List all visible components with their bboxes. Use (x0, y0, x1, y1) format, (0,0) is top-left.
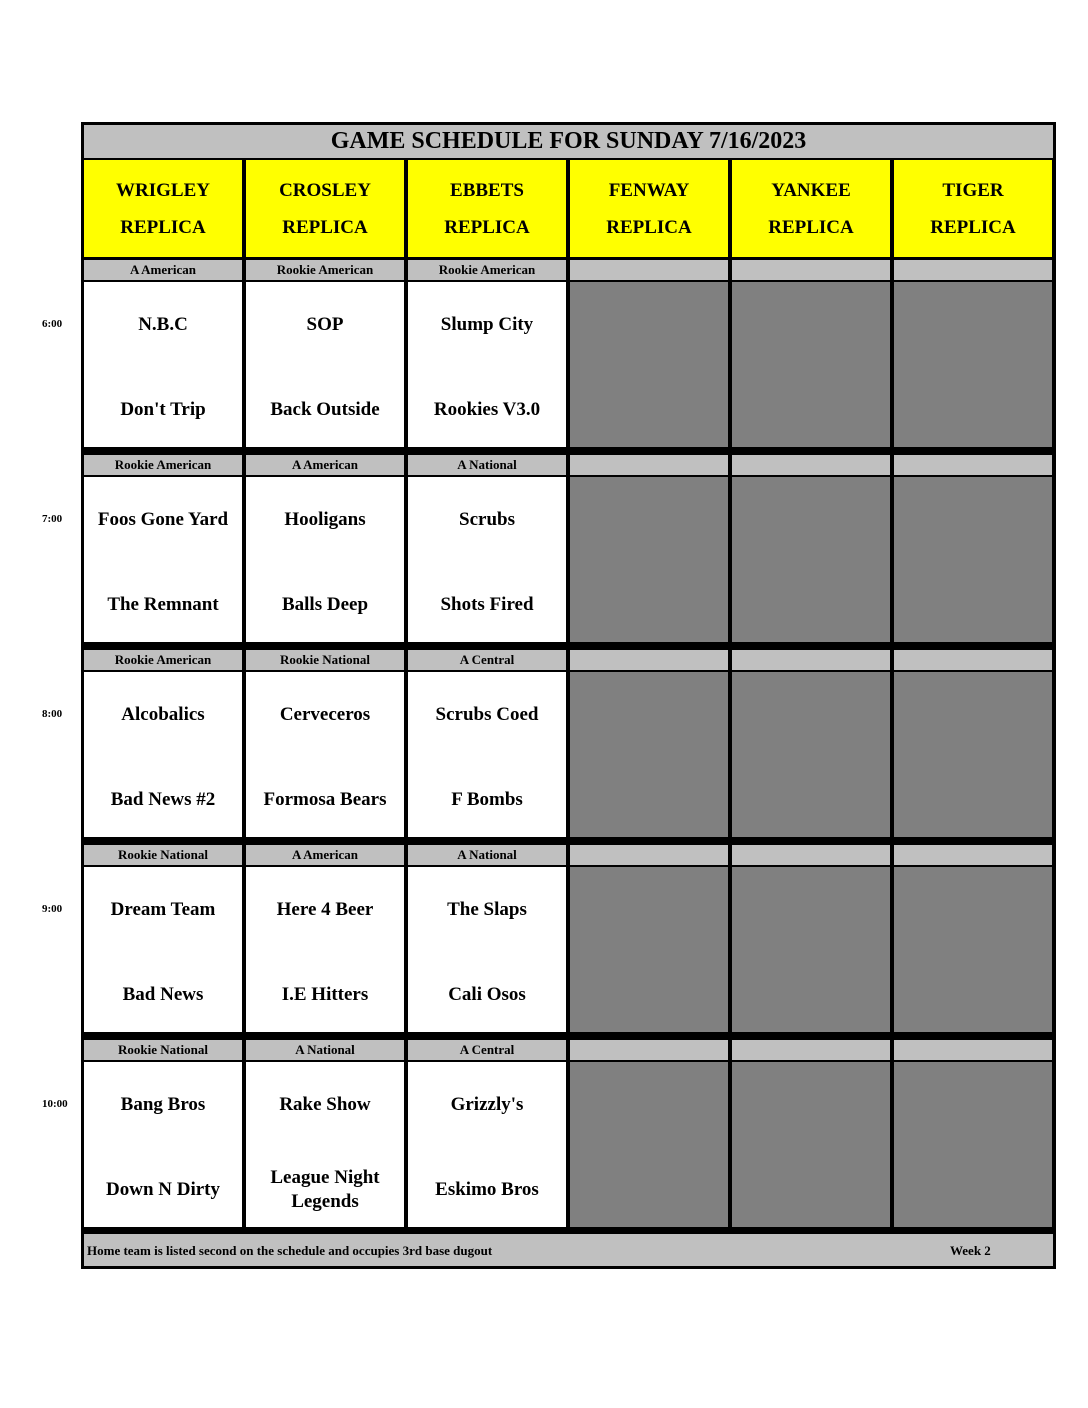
schedule-table (81, 122, 1056, 1269)
home-team: Back Outside (270, 399, 380, 420)
field-header-yankee (732, 160, 890, 257)
division-label (570, 455, 728, 475)
division-label (732, 260, 890, 280)
field-name: WRIGLEY (116, 179, 210, 201)
time-label: 10:00 (42, 1098, 68, 1110)
game-cell (246, 1062, 404, 1227)
division-label (732, 845, 890, 865)
division-label: Rookie American (84, 455, 242, 475)
empty-cell (570, 282, 728, 447)
division-label (570, 260, 728, 280)
field-subtitle: REPLICA (930, 216, 1016, 238)
empty-cell (894, 672, 1052, 837)
division-label (732, 455, 890, 475)
field-header-wrigley (84, 160, 242, 257)
away-team: Grizzly's (450, 1094, 524, 1115)
away-team: N.B.C (138, 314, 188, 335)
away-team: SOP (306, 314, 344, 335)
away-team: Hooligans (284, 509, 366, 530)
away-team: The Slaps (447, 899, 527, 920)
empty-cell (894, 477, 1052, 642)
field-name: FENWAY (608, 179, 690, 201)
division-label (570, 845, 728, 865)
game-cell (84, 672, 242, 837)
empty-cell (570, 477, 728, 642)
time-label: 7:00 (42, 513, 63, 525)
home-team: I.E Hitters (281, 984, 369, 1005)
game-cell (408, 282, 566, 447)
away-team: Here 4 Beer (276, 899, 374, 920)
empty-cell (570, 672, 728, 837)
field-subtitle: REPLICA (606, 216, 692, 238)
game-cell (84, 1062, 242, 1227)
division-label (570, 1040, 728, 1060)
division-label: Rookie American (246, 260, 404, 280)
division-label (894, 1040, 1052, 1060)
home-team: League Night Legends (270, 1167, 380, 1212)
time-column (0, 0, 80, 1408)
field-header-fenway (570, 160, 728, 257)
field-name: EBBETS (450, 179, 524, 201)
game-cell (246, 867, 404, 1032)
division-label (732, 1040, 890, 1060)
division-label (894, 260, 1052, 280)
field-name: TIGER (942, 179, 1004, 201)
away-team: Rake Show (279, 1094, 371, 1115)
time-label: 9:00 (42, 903, 63, 915)
empty-cell (732, 672, 890, 837)
game-cell (84, 282, 242, 447)
home-team: Bad News #2 (110, 789, 216, 810)
empty-cell (894, 1062, 1052, 1227)
field-subtitle: REPLICA (444, 216, 530, 238)
game-cell (408, 1062, 566, 1227)
game-cell (408, 867, 566, 1032)
home-team: Bad News (122, 984, 204, 1005)
away-team: Slump City (440, 314, 534, 335)
home-team: Cali Osos (448, 984, 526, 1005)
division-label (732, 650, 890, 670)
division-label: A American (246, 455, 404, 475)
division-label (894, 650, 1052, 670)
home-team: Balls Deep (281, 594, 369, 615)
home-team: Eskimo Bros (435, 1179, 539, 1200)
field-header-ebbets (408, 160, 566, 257)
away-team: Alcobalics (121, 704, 205, 725)
game-cell (246, 477, 404, 642)
away-team: Scrubs Coed (435, 704, 539, 725)
empty-cell (894, 867, 1052, 1032)
home-team: Down N Dirty (106, 1179, 220, 1200)
division-label: A Central (408, 1040, 566, 1060)
game-cell (84, 477, 242, 642)
game-cell (408, 672, 566, 837)
game-cell (246, 282, 404, 447)
field-header-crosley (246, 160, 404, 257)
field-subtitle: REPLICA (768, 216, 854, 238)
division-label: Rookie National (84, 1040, 242, 1060)
home-team: Rookies V3.0 (433, 399, 541, 420)
division-label: A National (408, 455, 566, 475)
away-team: Cerveceros (279, 704, 371, 725)
field-subtitle: REPLICA (120, 216, 206, 238)
division-label: A National (246, 1040, 404, 1060)
schedule-title: GAME SCHEDULE FOR SUNDAY 7/16/2023 (84, 125, 1053, 158)
game-cell (408, 477, 566, 642)
home-team: Don't Trip (120, 399, 206, 420)
away-team: Scrubs (459, 509, 515, 530)
division-label: A American (246, 845, 404, 865)
division-label: A National (408, 845, 566, 865)
empty-cell (894, 282, 1052, 447)
empty-cell (570, 1062, 728, 1227)
field-header-tiger (894, 160, 1052, 257)
division-label (570, 650, 728, 670)
home-team: Shots Fired (440, 594, 534, 615)
field-name: YANKEE (771, 179, 851, 201)
week-label: Week 2 (950, 1243, 991, 1258)
empty-cell (570, 867, 728, 1032)
division-label: A American (84, 260, 242, 280)
empty-cell (732, 867, 890, 1032)
footer-bar (84, 1234, 1053, 1266)
home-team: F Bombs (451, 789, 523, 810)
footer-note: Home team is listed second on the schedule and occupies 3rd base dugout (87, 1243, 493, 1258)
division-label: Rookie National (246, 650, 404, 670)
home-team: Formosa Bears (263, 789, 387, 810)
empty-cell (732, 477, 890, 642)
division-label: Rookie American (408, 260, 566, 280)
empty-cell (732, 282, 890, 447)
away-team: Dream Team (110, 899, 216, 920)
division-label (894, 455, 1052, 475)
home-team: The Remnant (107, 594, 219, 615)
away-team: Foos Gone Yard (97, 509, 229, 530)
empty-cell (732, 1062, 890, 1227)
time-label: 8:00 (42, 708, 63, 720)
division-label (894, 845, 1052, 865)
division-label: A Central (408, 650, 566, 670)
field-subtitle: REPLICA (282, 216, 368, 238)
game-cell (84, 867, 242, 1032)
field-name: CROSLEY (279, 179, 371, 201)
game-cell (246, 672, 404, 837)
time-label: 6:00 (42, 318, 63, 330)
division-label: Rookie National (84, 845, 242, 865)
division-label: Rookie American (84, 650, 242, 670)
away-team: Bang Bros (120, 1094, 206, 1115)
